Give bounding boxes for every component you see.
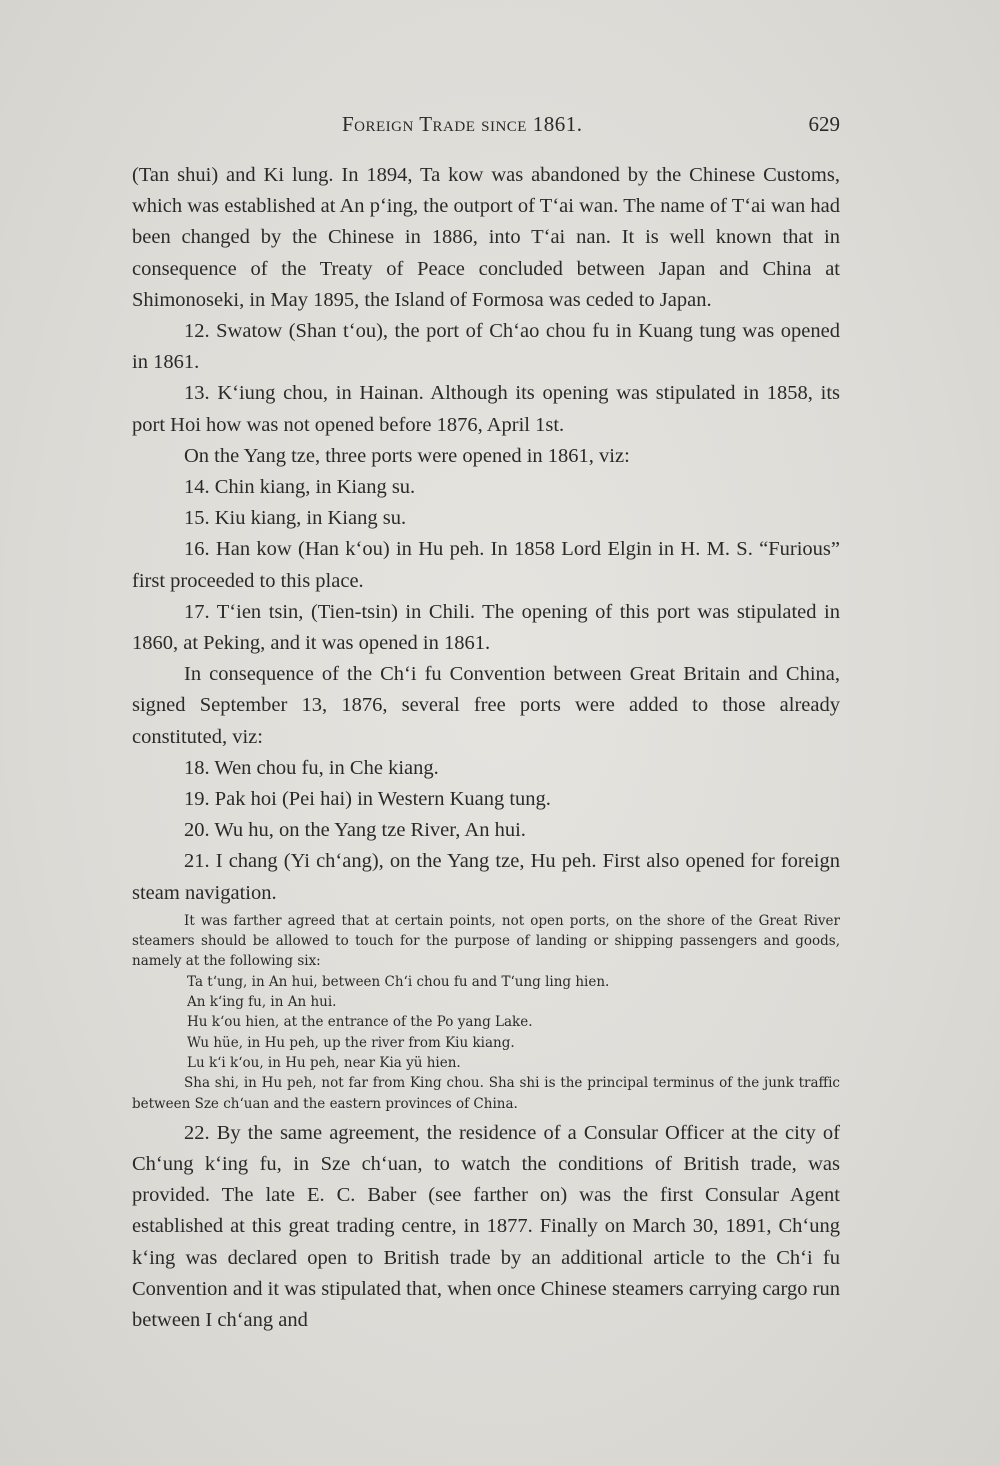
note-item: Wu hüe, in Hu peh, up the river from Kiu kiang. bbox=[187, 1034, 515, 1051]
paragraph-i-chang: 21. I chang (Yi chʻang), on the Yang tze, Hu peh. First also opened for foreign steam navigation. bbox=[132, 850, 840, 904]
running-head: Foreign Trade since 1861. bbox=[342, 112, 583, 136]
paragraph-wen-chou: 18. Wen chou fu, in Che kiang. bbox=[184, 756, 439, 779]
paragraph-tanshui: (Tan shui) and Ki lung. In 1894, Ta kow was abandoned by the Chinese Customs, which was established at An pʻing, the outport of Tʻai wan. The name of Tʻai wan had been changed by the Chinese in 1886, into Tʻai nan. It is well known that in consequence of the Treaty of Peace concluded between Japan and China at Shimonoseki, in May 1895, the Island of Formosa was ceded to Japan. bbox=[132, 164, 840, 311]
page-header bbox=[132, 112, 840, 144]
paragraph-chi-fu-convention: In consequence of the Chʻi fu Convention between Great Britain and China, signed September 13, 1876, several free ports were added to those already constituted, viz: bbox=[132, 663, 840, 748]
body-text bbox=[132, 160, 840, 1336]
paragraph-yang-tze: On the Yang tze, three ports were opened in 1861, viz: bbox=[184, 444, 630, 467]
paragraph-wu-hu: 20. Wu hu, on the Yang tze River, An hui. bbox=[184, 819, 526, 842]
paragraph-han-kow: 16. Han kow (Han kʻou) in Hu peh. In 1858 Lord Elgin in H. M. S. “Furious” first proceeded to this place. bbox=[132, 538, 840, 592]
note-item: Sha shi, in Hu peh, not far from King chou. Sha shi is the principal terminus of the junk traffic between Sze chʻuan and the eastern provinces of China. bbox=[132, 1075, 840, 1112]
note-intro: It was farther agreed that at certain points, not open ports, on the shore of the Great River steamers should be allowed to touch for the purpose of landing or shipping passengers and goods, namely at the following six: bbox=[132, 912, 840, 970]
paragraph-pak-hoi: 19. Pak hoi (Pei hai) in Western Kuang tung. bbox=[184, 788, 551, 811]
paragraph-kiu-kiang: 15. Kiu kiang, in Kiang su. bbox=[184, 507, 407, 530]
paragraph-swatow: 12. Swatow (Shan tʻou), the port of Chʻao chou fu in Kuang tung was opened in 1861. bbox=[132, 320, 840, 374]
note-item: Lu kʻi kʻou, in Hu peh, near Kia yü hien. bbox=[187, 1054, 461, 1071]
note-item: An kʻing fu, in An hui. bbox=[187, 994, 337, 1011]
note-item: Ta tʻung, in An hui, between Chʻi chou fu and Tʻung ling hien. bbox=[187, 973, 610, 990]
paragraph-chin-kiang: 14. Chin kiang, in Kiang su. bbox=[184, 476, 416, 499]
paragraph-tien-tsin: 17. Tʻien tsin, (Tien-tsin) in Chili. The opening of this port was stipulated in 1860, at Peking, and it was opened in 1861. bbox=[132, 600, 840, 655]
paragraph-kiung-chou: 13. Kʻiung chou, in Hainan. Although its opening was stipulated in 1858, its port Hoi how was not opened before 1876, April 1st. bbox=[132, 382, 840, 436]
paragraph-chung-king: 22. By the same agreement, the residence of a Consular Officer at the city of Chʻung kʻing fu, in Sze chʻuan, to watch the conditions of British trade, was provided. The late E. C. Baber (see farther on) was the first Consular Agent established at this great trading centre, in 1877. Finally on March 30, 1891, Chʻung kʻing was declared open to British trade by an additional article to the Chʻi fu Convention and it was stipulated that, when once Chinese steamers carrying cargo run between I chʻang and bbox=[132, 1121, 840, 1332]
small-print-note bbox=[132, 911, 840, 1114]
note-item: Hu kʻou hien, at the entrance of the Po yang Lake. bbox=[187, 1014, 533, 1031]
page-number: 629 bbox=[808, 112, 840, 136]
